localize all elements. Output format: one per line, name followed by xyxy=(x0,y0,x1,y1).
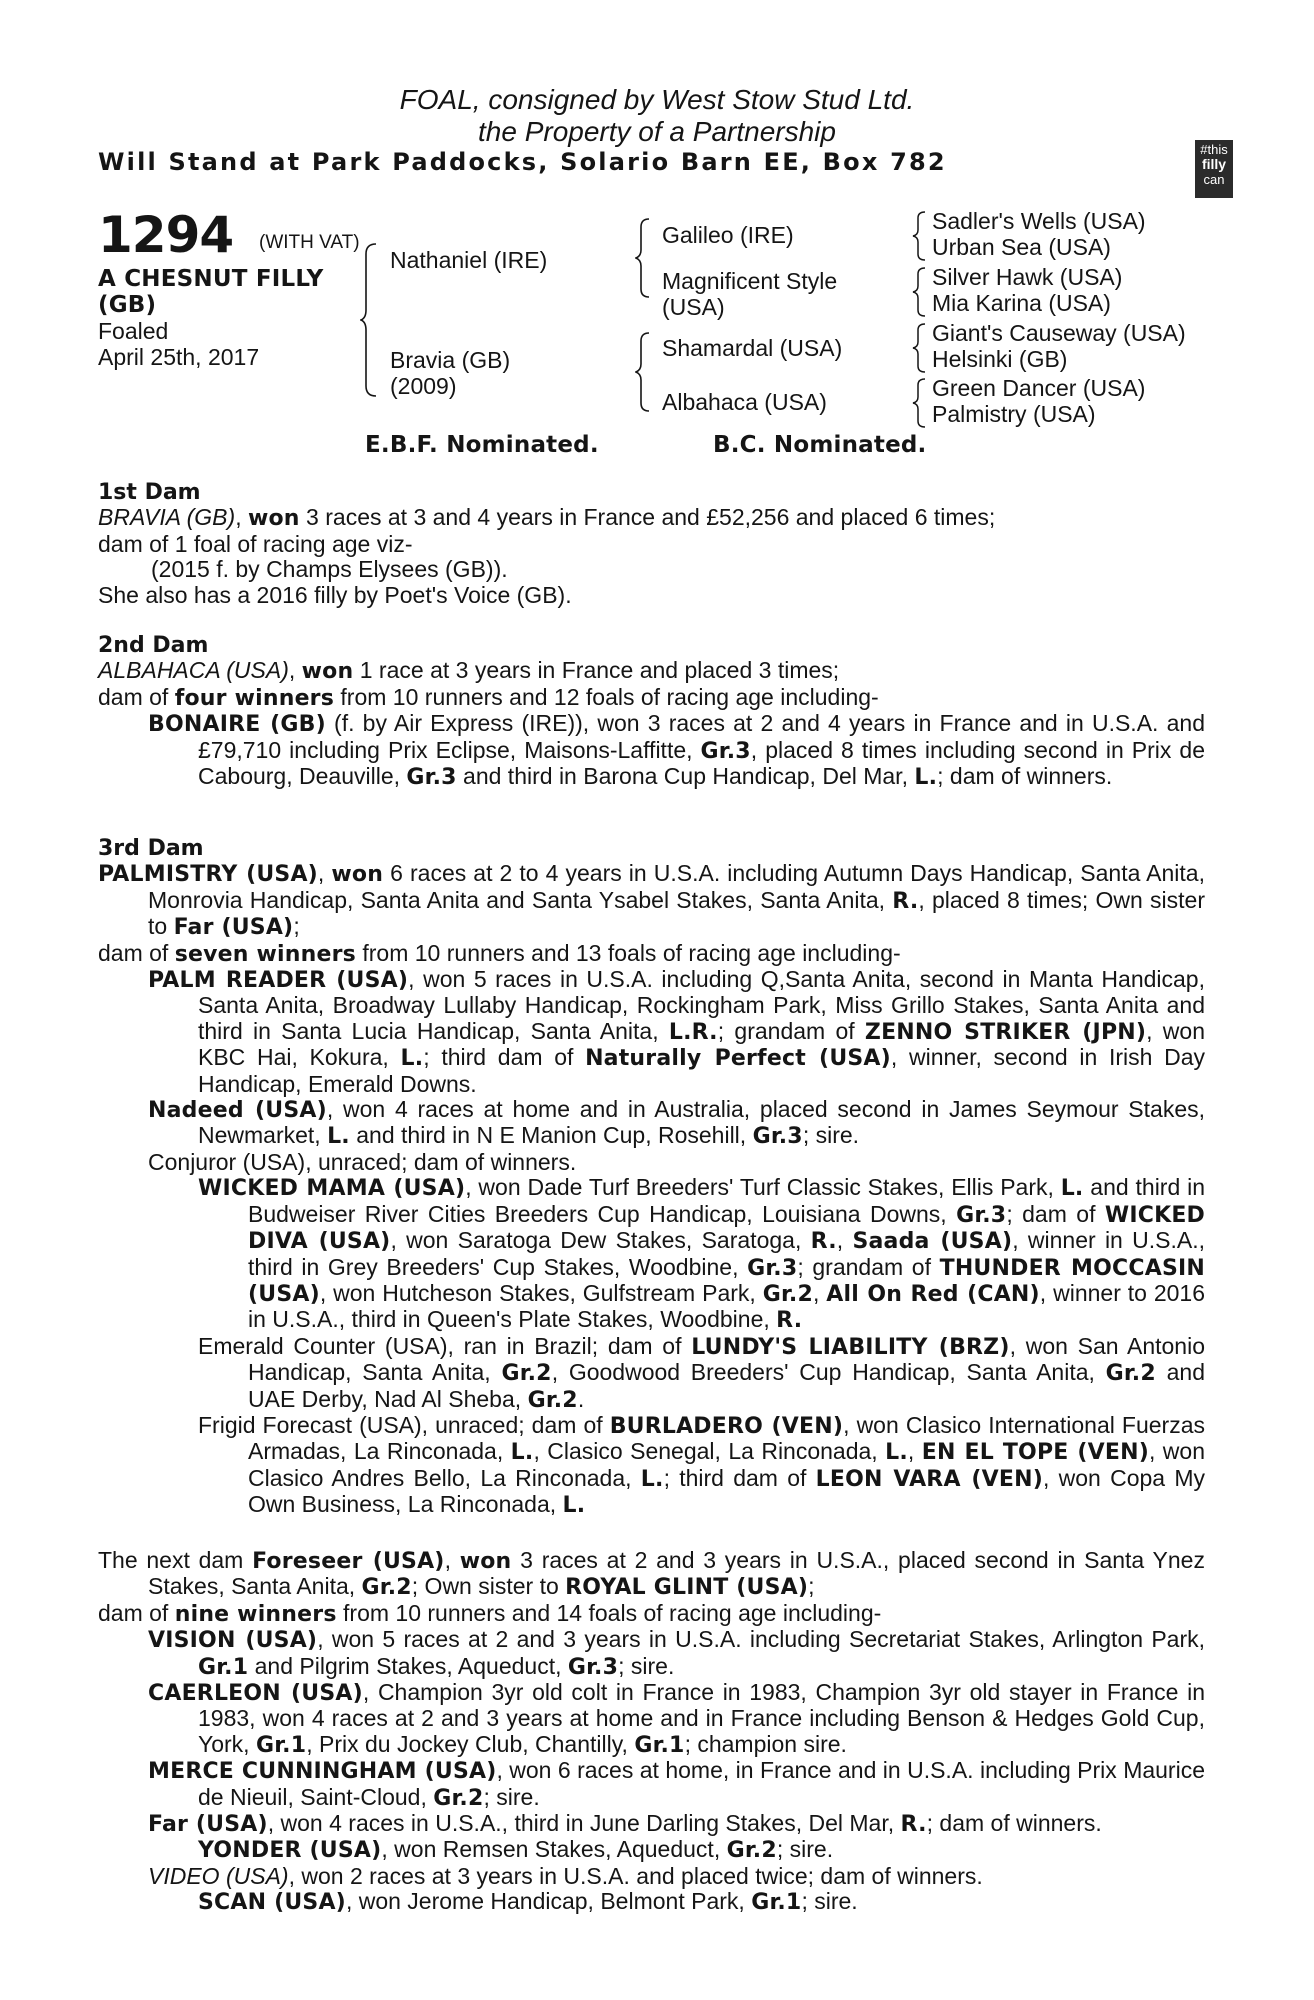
first-dam-heading: 1st Dam xyxy=(98,480,201,505)
frigid-forecast-entry: Frigid Forecast (USA), unraced; dam of BURLADERO (VEN), won Clasico International Fuerzas Armadas, La Rinconada, L., Clasico Senegal, La Rinconada, L., EN EL TOPE (VEN), won Clasico Andres Bello, La Rinconada, L.; third dam of LEON VARA (VEN), won Copa My Own Business, La Rinconada, L. xyxy=(198,1411,1205,1519)
emerald-counter-entry: Emerald Counter (USA), ran in Brazil; dam of LUNDY'S LIABILITY (BRZ), won San Antonio Handicap, Santa Anita, Gr.2, Goodwood Breeders' Cup Handicap, Santa Anita, Gr.2 and UAE Derby, Nad Al Sheba, Gr.2. xyxy=(198,1332,1206,1413)
property-line: the Property of a Partnership xyxy=(478,116,836,147)
dam-year: (2009) xyxy=(390,373,457,399)
bonaire-entry: BONAIRE (GB) (f. by Air Express (IRE)), won 3 races at 2 and 4 years in France and in U.S.A. and £79,710 including Prix Eclipse, Maisons-Laffitte, Gr.3, placed 8 times including second in Prix de Cabourg, Deauville, Gr.3 and third in Barona Cup Handicap, Del Mar, L.; dam of winners. xyxy=(148,710,1205,791)
sire-dam-origin: (USA) xyxy=(662,294,725,320)
foreseer-entry: The next dam Foreseer (USA), won 3 races at 2 and 3 years in U.S.A., placed second in Santa Ynez Stakes, Santa Anita, Gr.2; Own sister to ROYAL GLINT (USA); xyxy=(98,1547,1205,1601)
first-dam-name: BRAVIA (GB) xyxy=(98,504,236,531)
ebf-nominated: E.B.F. Nominated. xyxy=(365,432,599,458)
sire-line-brace xyxy=(635,216,653,300)
sire-sire: Galileo (IRE) xyxy=(662,222,794,248)
third-dam-section: 3rd Dam PALMISTRY (USA), won 6 races at 2 to 4 years in U.S.A. including Autumn Days Handicap, Santa Anita, Monrovia Handicap, Santa Anita and Santa Ysabel Stakes, Santa Anita, R., placed 8 times; Own sister to Far (USA); dam of seven winners from 10 runners and 13 foals of racing age including- PALM READER (USA), won 5 races in U.S.A. including Q,Santa Anita, second in Manta Handicap, Santa Anita, Broadway Lullaby Handicap, Rockingham Park, Miss Grillo Stakes, Santa Anita and third in Santa Lucia Handicap, Santa Anita, L.R.; grandam of ZENNO STRIKER (JPN), won KBC Hai, Kokura, L.; third dam of Naturally Perfect (USA), winner, second in Irish Day Handicap, Emerald Downs. Nadeed (USA), won 4 races at home and in Australia, placed second in James Seymour Stakes, Newmarket, L. and third in N E Manion Cup, Rosehill, Gr.3; sire. Conjuror (USA), unraced; dam of winners. WICKED MAMA (USA), won Dade Turf Breeders' Turf Classic Stakes, Ellis Park, L. and third in Budweiser River Cities Breeders Cup Handicap, Louisiana Downs, Gr.3; dam of WICKED DIVA (USA), won Saratoga Dew Stakes, Saratoga, R., Saada (USA), winner in U.S.A., third in Grey Breeders' Cup Stakes, Woodbine, Gr.3; grandam of THUNDER MOCCASIN (USA), won Hutcheson Stakes, Gulfstream Park, Gr.2, All On Red (CAN), winner to 2016 in U.S.A., third in Queen's Plate Stakes, Woodbine, R. Emerald Counter (USA), ran in Brazil; dam of LUNDY'S LIABILITY (BRZ), won San Antonio Handicap, Santa Anita, Gr.2, Goodwood Breeders' Cup Handicap, Santa Anita, Gr.2 and UAE Derby, Nad Al Sheba, Gr.2. Frigid Forecast (USA), unraced; dam of BURLADERO (VEN), won Clasico International Fuerzas Armadas, La Rinconada, L., Clasico Senegal, La Rinconada, L., EN EL TOPE (VEN), won Clasico Andres Bello, La Rinconada, L.; third dam of LEON VARA (VEN), won Copa My Own Business, La Rinconada, L. xyxy=(98,836,1206,1519)
albahaca-brace xyxy=(912,377,928,429)
lot-number: 1294 xyxy=(98,206,234,264)
vision-entry: VISION (USA), won 5 races at 2 and 3 years in U.S.A. including Secretariat Stakes, Arlington Park, Gr.1 and Pilgrim Stakes, Aqueduct, Gr.3; sire. xyxy=(148,1626,1206,1680)
yonder-entry: YONDER (USA), won Remsen Stakes, Aqueduct, Gr.2; sire. xyxy=(198,1836,834,1864)
dam-dam: Albahaca (USA) xyxy=(662,389,827,415)
bc-nominated: B.C. Nominated. xyxy=(713,432,927,458)
this-filly-can-logo: #this filly can xyxy=(1195,140,1233,198)
second-dam-section: 2nd Dam ALBAHACA (USA), won 1 race at 3 years in France and placed 3 times; dam of four winners from 10 runners and 12 foals of racing age including- BONAIRE (GB) (f. by Air Express (IRE)), won 3 races at 2 and 4 years in France and in U.S.A. and £79,710 including Prix Eclipse, Maisons-Laffitte, Gr.3, placed 8 times including second in Prix de Cabourg, Deauville, Gr.3 and third in Barona Cup Handicap, Del Mar, L.; dam of winners. xyxy=(98,633,1205,791)
dam-line-brace xyxy=(635,330,653,414)
video-entry: VIDEO (USA), won 2 races at 3 years in U.S.A. and placed twice; dam of winners. xyxy=(148,1862,983,1889)
dam-sire-sire: Giant's Causeway (USA) xyxy=(932,320,1186,346)
palm-reader-entry: PALM READER (USA), won 5 races in U.S.A. including Q,Santa Anita, second in Manta Handicap, Santa Anita, Broadway Lullaby Handicap, Rockingham Park, Miss Grillo Stakes, Santa Anita and third in Santa Lucia Handicap, Santa Anita, L.R.; grandam of ZENNO STRIKER (JPN), won KBC Hai, Kokura, L.; third dam of Naturally Perfect (USA), winner, second in Irish Day Handicap, Emerald Downs. xyxy=(148,966,1205,1097)
scan-entry: SCAN (USA), won Jerome Handicap, Belmont Park, Gr.1; sire. xyxy=(198,1888,858,1916)
sire: Nathaniel (IRE) xyxy=(390,247,548,273)
next-dam-section: The next dam Foreseer (USA), won 3 races at 2 and 3 years in U.S.A., placed second in Santa Ynez Stakes, Santa Anita, Gr.2; Own sister to ROYAL GLINT (USA); dam of nine winners from 10 runners and 14 foals of racing age including- VISION (USA), won 5 races at 2 and 3 years in U.S.A. including Secretariat Stakes, Arlington Park, Gr.1 and Pilgrim Stakes, Aqueduct, Gr.3; sire. CAERLEON (USA), Champion 3yr old colt in France in 1983, Champion 3yr old stayer in France in 1983, won 4 races at 2 and 3 years at home and in France including Benson & Hedges Gold Cup, York, Gr.1, Prix du Jockey Club, Chantilly, Gr.1; champion sire. MERCE CUNNINGHAM (USA), won 6 races at home, in France and in U.S.A. including Prix Maurice de Nieuil, Saint-Cloud, Gr.2; sire. Far (USA), won 4 races in U.S.A., third in June Darling Stakes, Del Mar, R.; dam of winners. YONDER (USA), won Remsen Stakes, Aqueduct, Gr.2; sire. VIDEO (USA), won 2 races at 3 years in U.S.A. and placed twice; dam of winners. SCAN (USA), won Jerome Handicap, Belmont Park, Gr.1; sire. xyxy=(98,1547,1206,1916)
sire-dam: Magnificent Style xyxy=(662,268,838,294)
dam-sire-dam: Helsinki (GB) xyxy=(932,346,1068,372)
sire-sire-dam: Urban Sea (USA) xyxy=(932,234,1111,260)
magnificent-style-brace xyxy=(912,266,928,318)
second-dam-heading: 2nd Dam xyxy=(98,633,209,658)
dam-sire: Shamardal (USA) xyxy=(662,335,843,361)
caerleon-entry: CAERLEON (USA), Champion 3yr old colt in France in 1983, Champion 3yr old stayer in France in 1983, won 4 races at 2 and 3 years at home and in France including Benson & Hedges Gold Cup, York, Gr.1, Prix du Jockey Club, Chantilly, Gr.1; champion sire. xyxy=(148,1679,1205,1758)
sire-sire-sire: Sadler's Wells (USA) xyxy=(932,208,1146,234)
dam-dam-dam: Palmistry (USA) xyxy=(932,401,1096,427)
galileo-brace xyxy=(912,210,928,262)
third-dam-heading: 3rd Dam xyxy=(98,836,204,861)
foaled-label: Foaled xyxy=(98,318,169,344)
dam: Bravia (GB) xyxy=(390,347,511,373)
sire-dam-sire: Silver Hawk (USA) xyxy=(932,264,1123,290)
foaled-date: April 25th, 2017 xyxy=(98,344,260,370)
lot-description-origin: (GB) xyxy=(98,292,157,318)
sire-dam-brace xyxy=(360,240,380,400)
sire-dam-dam: Mia Karina (USA) xyxy=(932,290,1111,316)
second-dam-name: ALBAHACA (USA) xyxy=(98,657,289,684)
conjuror-entry: Conjuror (USA), unraced; dam of winners. xyxy=(148,1148,577,1175)
far-entry: Far (USA), won 4 races in U.S.A., third in June Darling Stakes, Del Mar, R.; dam of winners. xyxy=(148,1810,1102,1838)
stand-location: Will Stand at Park Paddocks, Solario Barn EE, Box 782 xyxy=(98,148,947,176)
palmistry-entry: PALMISTRY (USA), won 6 races at 2 to 4 years in U.S.A. including Autumn Days Handicap, Santa Anita, Monrovia Handicap, Santa Anita and Santa Ysabel Stakes, Santa Anita, R., placed 8 times; Own sister to Far (USA); xyxy=(98,860,1205,941)
merce-cunningham-entry: MERCE CUNNINGHAM (USA), won 6 races at home, in France and in U.S.A. including Prix Maurice de Nieuil, Saint-Cloud, Gr.2; sire. xyxy=(148,1757,1205,1811)
vat-note: (WITH VAT) xyxy=(259,232,360,253)
nadeed-entry: Nadeed (USA), won 4 races at home and in Australia, placed second in James Seymour Stakes, Newmarket, L. and third in N E Manion Cup, Rosehill, Gr.3; sire. xyxy=(148,1096,1206,1150)
lot-description: A CHESNUT FILLY xyxy=(98,266,324,292)
first-dam-section: 1st Dam BRAVIA (GB), won 3 races at 3 and 4 years in France and £52,256 and placed 6 times; dam of 1 foal of racing age viz- (2015 f. by Champs Elysees (GB)). She also has a 2016 filly by Poet's Voice (GB). xyxy=(98,480,1205,608)
dam-dam-sire: Green Dancer (USA) xyxy=(932,375,1146,401)
consignor-line: FOAL, consigned by West Stow Stud Ltd. xyxy=(399,84,915,115)
shamardal-brace xyxy=(912,322,928,374)
wicked-mama-entry: WICKED MAMA (USA), won Dade Turf Breeders' Turf Classic Stakes, Ellis Park, L. and third in Budweiser River Cities Breeders Cup Handicap, Louisiana Downs, Gr.3; dam of WICKED DIVA (USA), won Saratoga Dew Stakes, Saratoga, R., Saada (USA), winner in U.S.A., third in Grey Breeders' Cup Stakes, Woodbine, Gr.3; grandam of THUNDER MOCCASIN (USA), won Hutcheson Stakes, Gulfstream Park, Gr.2, All On Red (CAN), winner to 2016 in U.S.A., third in Queen's Plate Stakes, Woodbine, R. xyxy=(198,1174,1206,1334)
